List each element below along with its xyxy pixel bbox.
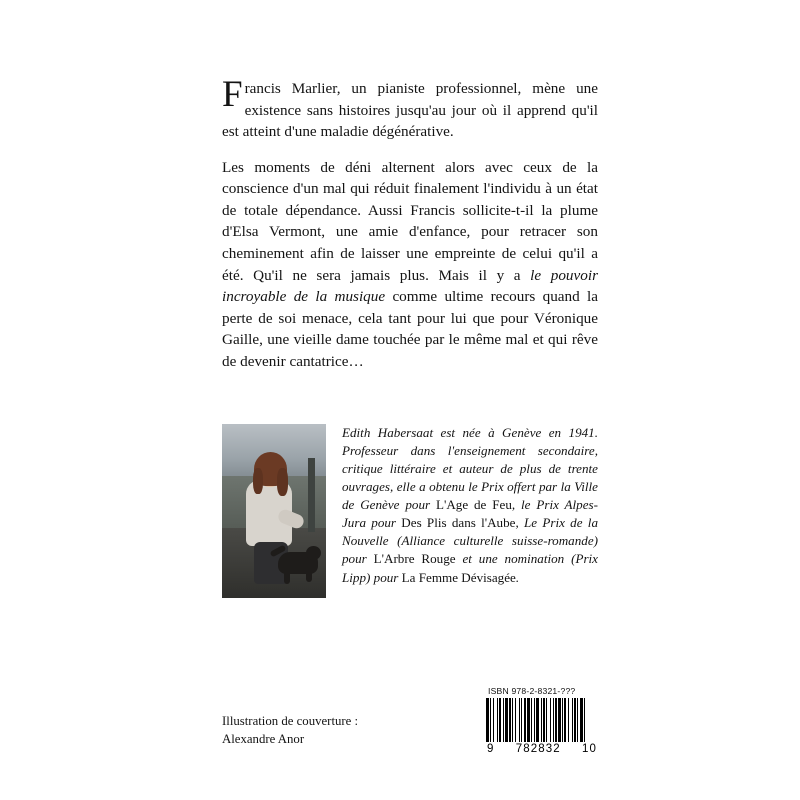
bio-text-8: . [515,569,520,585]
barcode-digit-main: 782832 [515,743,561,755]
barcode [486,698,598,742]
photo-post [308,458,315,532]
isbn-barcode-area [486,686,598,755]
drop-cap: F [222,74,243,115]
bio-award-3: Le Prix de la Nouvelle (Alliance culturelle suisse-romande) [342,515,598,549]
cover-credit-line-1: Illustration de couverture : [222,714,359,728]
bio-title-1: L'Age de Feu [435,497,512,513]
bio-text-7: ) pour [366,569,402,585]
barcode-digit-left: 9 [487,743,495,755]
bio-award-4: Prix Lipp [342,551,598,585]
blurb-paragraph-1 [222,74,598,143]
bio-text-1: Edith Habersaat est née à Genève en 1941. Professeur dans l'enseignement secondaire, critique littéraire et auteur de plus de trente ouvrages, elle a obtenu le Prix offert par la Ville de Genève pour [342,425,598,513]
bio-text-6: et une nomination ( [455,551,576,567]
photo-cat-leg-front [284,570,290,584]
photo-person-hair-left [253,468,263,494]
author-bio-block [222,424,598,598]
bio-title-4: La Femme Dévisagée [401,569,516,585]
blurb-paragraph-2 [222,157,598,373]
photo-person-hair-right [277,468,288,496]
blurb-emphasis: le pouvoir incroyable de la musique [222,266,598,306]
bio-award-2: le Prix Alpes-Jura [342,497,598,531]
bio-title-2: Des Plis dans l'Aube [401,515,516,531]
book-blurb [222,74,599,373]
cover-credit-line-2: Alexandre Anor [222,732,305,747]
bio-text-3: pour [366,515,402,531]
blurb-paragraph-1-text: rancis Marlier, un pianiste professionnel, mène une existence sans histoires jusqu'au jour où il apprend qu'il est atteint d'une maladie dégénérative. [222,80,598,141]
bio-text-5: pour [342,551,374,567]
blurb-paragraph-2-part-1: Les moments de déni alternent alors avec ceux de la conscience d'un mal qui réduit finalement l'individu à un état de totale dépendance. Aussi Francis sollicite-t-il la plume d'Elsa Vermont, une amie d'enfance, pour retracer son cheminement afin de laisser une empreinte de celui qu'il a été. Qu'il ne sera jamais plus. Mais il y a [222,158,598,284]
cover-illustration-credit [222,712,358,748]
photo-cat-leg-back [306,568,312,582]
barcode-digit-right: 10 [581,743,597,755]
bio-text-4: , [515,515,525,531]
bio-text-2: , [511,497,522,513]
author-photo [222,424,326,598]
photo-cat-head [306,546,321,560]
blurb-paragraph-2-part-2: comme ultime recours quand la perte de soi menace, cela tant pour lui que pour Véronique Gaille, une vieille dame touchée par le même mal et qui rêve de devenir cantatrice… [222,288,599,370]
author-bio-text [326,424,598,587]
isbn-label: ISBN 978-2-8321-??? [488,686,576,696]
barcode-digits [486,743,598,755]
bio-title-3: L'Arbre Rouge [373,551,456,567]
